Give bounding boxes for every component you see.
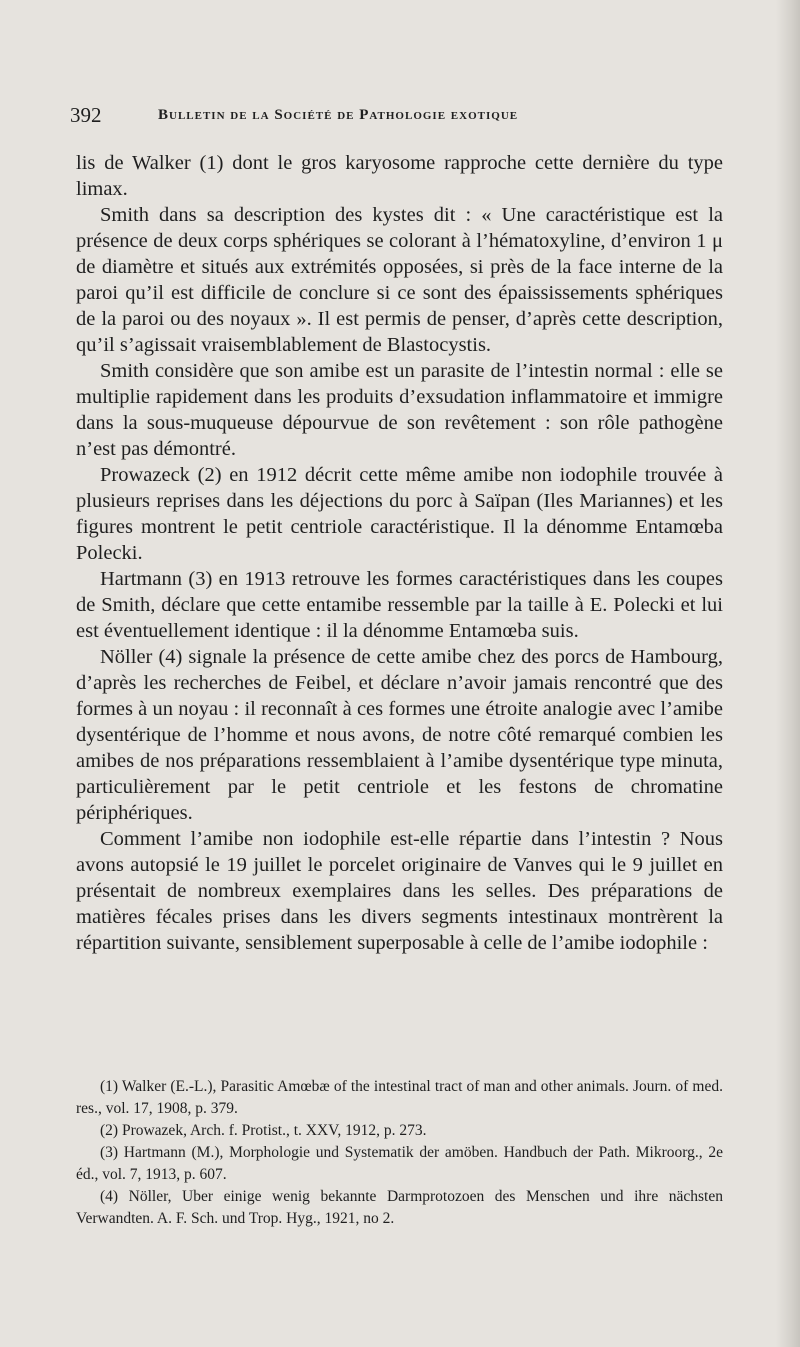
- footnotes: [76, 1076, 723, 1230]
- footnote: (1) Walker (E.-L.), Parasitic Amœbæ of the intestinal tract of man and other animals. Journ. of med. res., vol. 17, 1908, p. 379.: [76, 1078, 723, 1117]
- footnote: (3) Hartmann (M.), Morphologie und Systematik der amöben. Handbuch der Path. Mikroorg., 2e éd., vol. 7, 1913, p. 607.: [76, 1144, 723, 1183]
- running-head: Bulletin de la Société de Pathologie exotique: [158, 107, 519, 123]
- footnote: (2) Prowazek, Arch. f. Protist., t. XXV, 1912, p. 273.: [100, 1122, 427, 1139]
- body-text: [76, 150, 723, 956]
- paragraph: Prowazeck (2) en 1912 décrit cette même amibe non iodophile trouvée à plusieurs reprises dans les déjections du porc à Saïpan (Iles Mariannes) et les figures montrent le petit centriole caractéristique. Il la dénomme Entamœba Polecki.: [76, 464, 723, 564]
- paragraph: Hartmann (3) en 1913 retrouve les formes caractéristiques dans les coupes de Smith, déclare que cette entamibe ressemble par la taille à E. Polecki et lui est éventuellement identique : il la dénomme Entamœba suis.: [76, 568, 723, 642]
- paragraph: Nöller (4) signale la présence de cette amibe chez des porcs de Hambourg, d’après les recherches de Feibel, et déclare n’avoir jamais rencontré que des formes à un noyau : il reconnaît à ces formes une étroite analogie avec l’amibe dysentérique de l’homme et nous avons, de notre côté remarqué combien les amibes de nos préparations ressemblaient à l’amibe dysentérique type minuta, particulièrement par le petit centriole et les festons de chromatine périphériques.: [76, 646, 723, 824]
- paragraph: Smith dans sa description des kystes dit : « Une caractéristique est la présence de deux corps sphériques se colorant à l’hématoxyline, d’environ 1 μ de diamètre et situés aux extrémités opposées, si près de la face interne de la paroi qu’il est difficile de conclure si ce sont des épaississements sphériques de la paroi ou des noyaux ». Il est permis de penser, d’après cette description, qu’il s’agissait vraisemblablement de Blastocystis.: [76, 204, 723, 356]
- paragraph: Comment l’amibe non iodophile est-elle répartie dans l’intestin ? Nous avons autopsié le 19 juillet le porcelet originaire de Vanves qui le 9 juillet en présentait de nombreux exemplaires dans les selles. Des préparations de matières fécales prises dans les divers segments intestinaux montrèrent la répartition suivante, sensiblement superposable à celle de l’amibe iodophile :: [76, 828, 723, 954]
- page-header: [70, 103, 680, 131]
- paragraph: lis de Walker (1) dont le gros karyosome rapproche cette dernière du type limax.: [76, 152, 723, 200]
- page-edge-shadow: [776, 0, 800, 1347]
- footnote: (4) Nöller, Uber einige wenig bekannte Darmprotozoen des Menschen und ihre nächsten Verwandten. A. F. Sch. und Trop. Hyg., 1921, no 2.: [76, 1188, 723, 1227]
- page-number: 392: [70, 103, 102, 127]
- paragraph: Smith considère que son amibe est un parasite de l’intestin normal : elle se multiplie rapidement dans les produits d’exsudation inflammatoire et immigre dans la sous-muqueuse dépourvue de son revêtement : son rôle pathogène n’est pas démontré.: [76, 360, 723, 460]
